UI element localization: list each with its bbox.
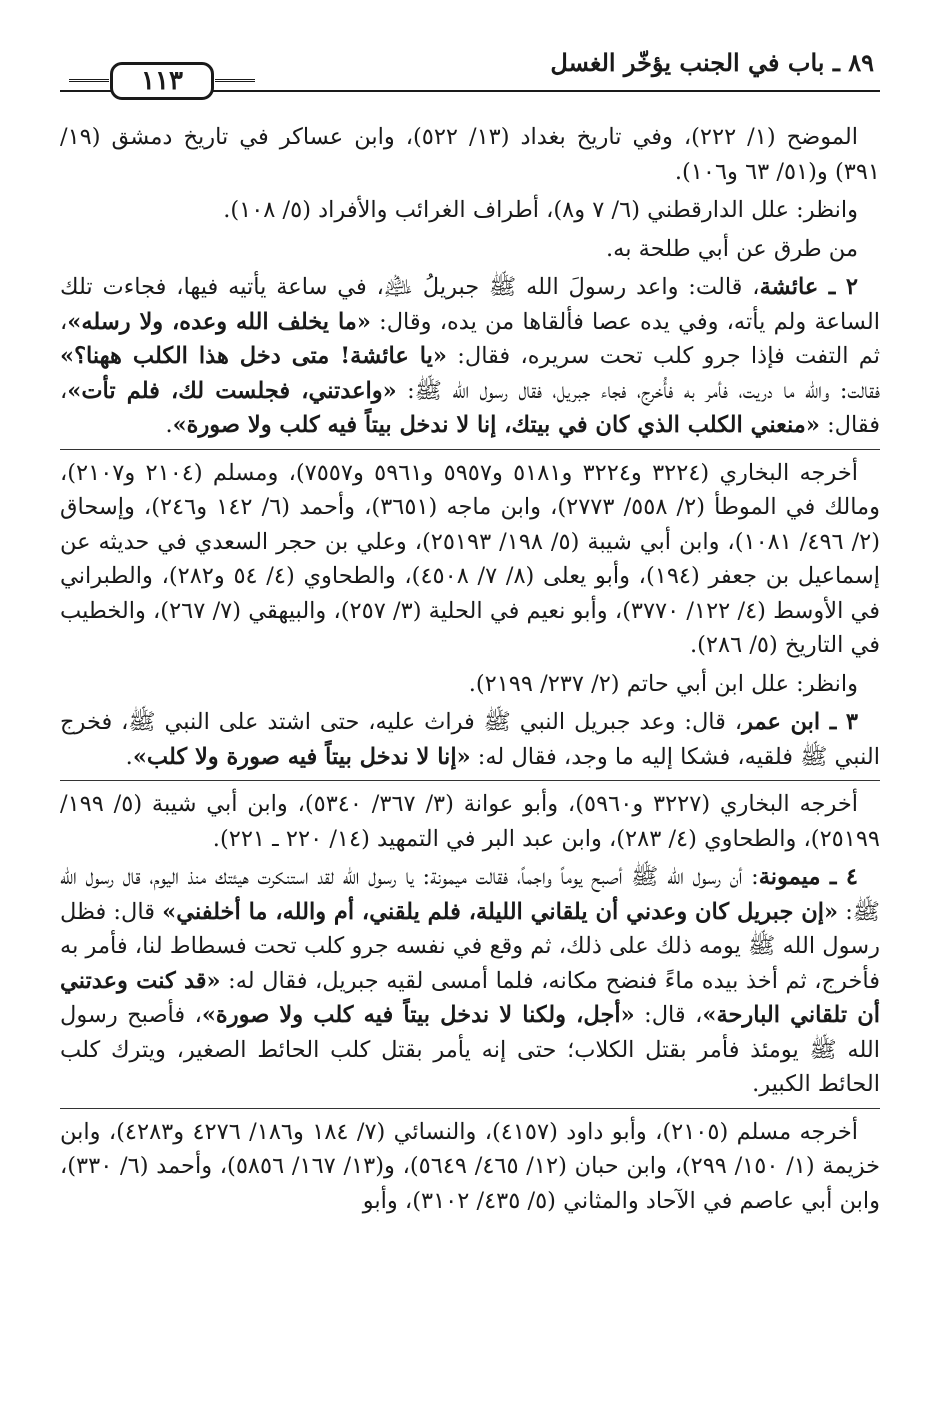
text-segment: ، قال: وعد جبريل النبي ﷺ فراث عليه، حتى اشتد على النبي ﷺ، فخرج النبي ﷺ فلقيه، فشكا إليه ما وجد، فقال له: [60, 709, 880, 770]
bold-text-segment: «منعني الكلب الذي كان في بيتك، إنا لا ندخل بيتاً فيه كلب ولا صورة» [172, 412, 820, 438]
bold-text-segment: «إنا لا ندخل بيتاً فيه صورة ولا كلب» [132, 743, 471, 770]
bold-text-segment: «ما يخلف الله وعده، ولا رسله» [67, 308, 371, 335]
bold-text-segment: «يا عائشة! متى دخل هذا الكلب ههنا؟» [60, 343, 447, 369]
takhrij-paragraph: أخرجه البخاري (٣٢٢٧ و٥٩٦٠)، وأبو عوانة (٣/ ٣٦٧/ ٥٣٤٠)، وابن أبي شيبة (٥/ ١٩٩/ ٢٥١٩٩)، والطحاوي (٤/ ٢٨٣)، وابن عبد البر في التمهيد (١٤/ ٢٢٠ ـ ٢٢١). [60, 780, 880, 856]
page-content [60, 120, 880, 1222]
reference-paragraph: من طرق عن أبي طلحة به. [606, 235, 858, 262]
hadith-paragraph [60, 270, 880, 443]
takhrij-paragraph: أخرجه البخاري (٣٢٢٤ و٣٢٢٤ و٥١٨١ و٥٩٥٧ و٥٩٦١ و٧٥٥٧)، ومسلم (٢١٠٤ و٢١٠٧)، ومالك في الموطأ (٢/ ٥٥٨/ ٢٧٧٣)، وابن ماجه (٣٦٥١)، وأحمد (٦/ ١٤٢ و٢٤٦)، وإسحاق (٢/ ٤٩٦/ ١٠٨١)، وابن أبي شيبة (٥/ ١٩٨/ ٢٥١٩٣)، وعلي بن حجر السعدي في حديثه عن إسماعيل بن جعفر (١٩٤)، وأبو يعلى (٨/ ٧/ ٤٥٠٨)، والطحاوي (٤/ ٥٤ و٢٨٢)، والطبراني في الأوسط (٤/ ١٢٢/ ٣٧٧٠)، وأبو نعيم في الحلية (٣/ ٢٥٧)، والبيهقي (٧/ ٢٦٧)، والخطيب في التاريخ (٥/ ٢٨٦). [60, 449, 880, 663]
chapter-title: ٨٩ ـ باب في الجنب يؤخّر الغسل [550, 48, 874, 77]
book-page [60, 40, 880, 1380]
bold-text-segment: ٢ ـ عائشة [759, 274, 858, 300]
reference-paragraph: وانظر: علل الدارقطني (٦/ ٧ و٨)، أطراف الغرائب والأفراد (٥/ ١٠٨). [223, 197, 858, 223]
text-segment: ، قال: [634, 1002, 703, 1028]
bold-text-segment: «قد كنت وعدتني أن تلقاني البارحة» [60, 967, 881, 1028]
page-header [60, 40, 880, 104]
bold-text-segment: «واعدتني، فجلست لك، فلم تأت» [67, 377, 397, 404]
hadith-paragraph [60, 705, 880, 774]
takhrij-paragraph: أخرجه مسلم (٢١٠٥)، وأبو داود (٤١٥٧)، والنسائي (٧/ ١٨٤ و١٨٦/ ٤٢٧٦ و٤٢٨٣)، وابن خزيمة (١/ ١٥٠/ ٢٩٩)، وابن حبان (١٢/ ٤٦٥/ ٥٦٤٩)، و(١٣/ ١٦٧/ ٥٨٥٦)، وأحمد (٦/ ٣٣٠)، وابن أبي عاصم في الآحاد والمثاني (٥/ ٤٣٥/ ٣١٠٢)، وأبو [60, 1108, 880, 1219]
bold-text-segment: «إن جبريل كان وعدني أن يلقاني الليلة، فلم يلقني، أم والله، ما أخلفني» [162, 898, 839, 925]
reference-paragraph: الموضح (١/ ٢٢٢)، وفي تاريخ بغداد (١٣/ ٥٢٢)، وابن عساكر في تاريخ دمشق (١٩/ ٣٩١) و(٥١/ ٦٣ و١٠٦). [60, 124, 880, 185]
text-segment: : أن رسول الله ﷺ أصبح يوماً واجماً، فقالت ميمونة: يا رسول الله لقد استنكرت هيئتك منذ اليوم، قال رسول الله ﷺ: [60, 864, 880, 925]
text-segment: ، فأصبح رسول الله ﷺ يومئذ فأمر بقتل الكلاب؛ حتى إنه يأمر بقتل كلب الحائط الصغير، ويترك كلب الحائط الكبير. [60, 1002, 880, 1097]
text-segment: فقالت: والله ما دريت، فأمر به فأُخرج، فجاء جبريل، فقال رسول الله ﷺ: [396, 377, 880, 404]
page-number: ١١٣ [110, 62, 214, 100]
bold-text-segment: ٤ ـ ميمونة [758, 864, 858, 890]
text-segment: . [125, 743, 133, 770]
text-segment: . [165, 412, 173, 438]
hadith-paragraph [60, 860, 880, 1102]
text-segment: ، قالت: واعد رسولَ الله ﷺ جبريلُ ﵇، في ساعة يأتيه فيها، فجاءت تلك الساعة ولم يأته، وفي يده عصا فألقاها من يده، وقال: [60, 274, 880, 335]
text-segment: قال: فظل رسول الله ﷺ يومه ذلك على ذلك، ثم وقع في نفسه جرو كلب تحت فسطاط لنا، فأمر به فأخرج، ثم أخذ بيده ماءً فنضح مكانه، فلما أمسى لقيه جبريل، فقال له: [60, 898, 880, 994]
bold-text-segment: «أجل، ولكنا لا ندخل بيتاً فيه كلب ولا صورة» [201, 1002, 635, 1028]
text-segment: ، ثم التفت فإذا جرو كلب تحت سريره، فقال: [60, 308, 880, 369]
reference-paragraph: وانظر: علل ابن أبي حاتم (٢/ ٢٣٧/ ٢١٩٩). [468, 670, 858, 697]
text-segment: ، فقال: [60, 377, 880, 438]
bold-text-segment: ٣ ـ ابن عمر [742, 709, 858, 735]
